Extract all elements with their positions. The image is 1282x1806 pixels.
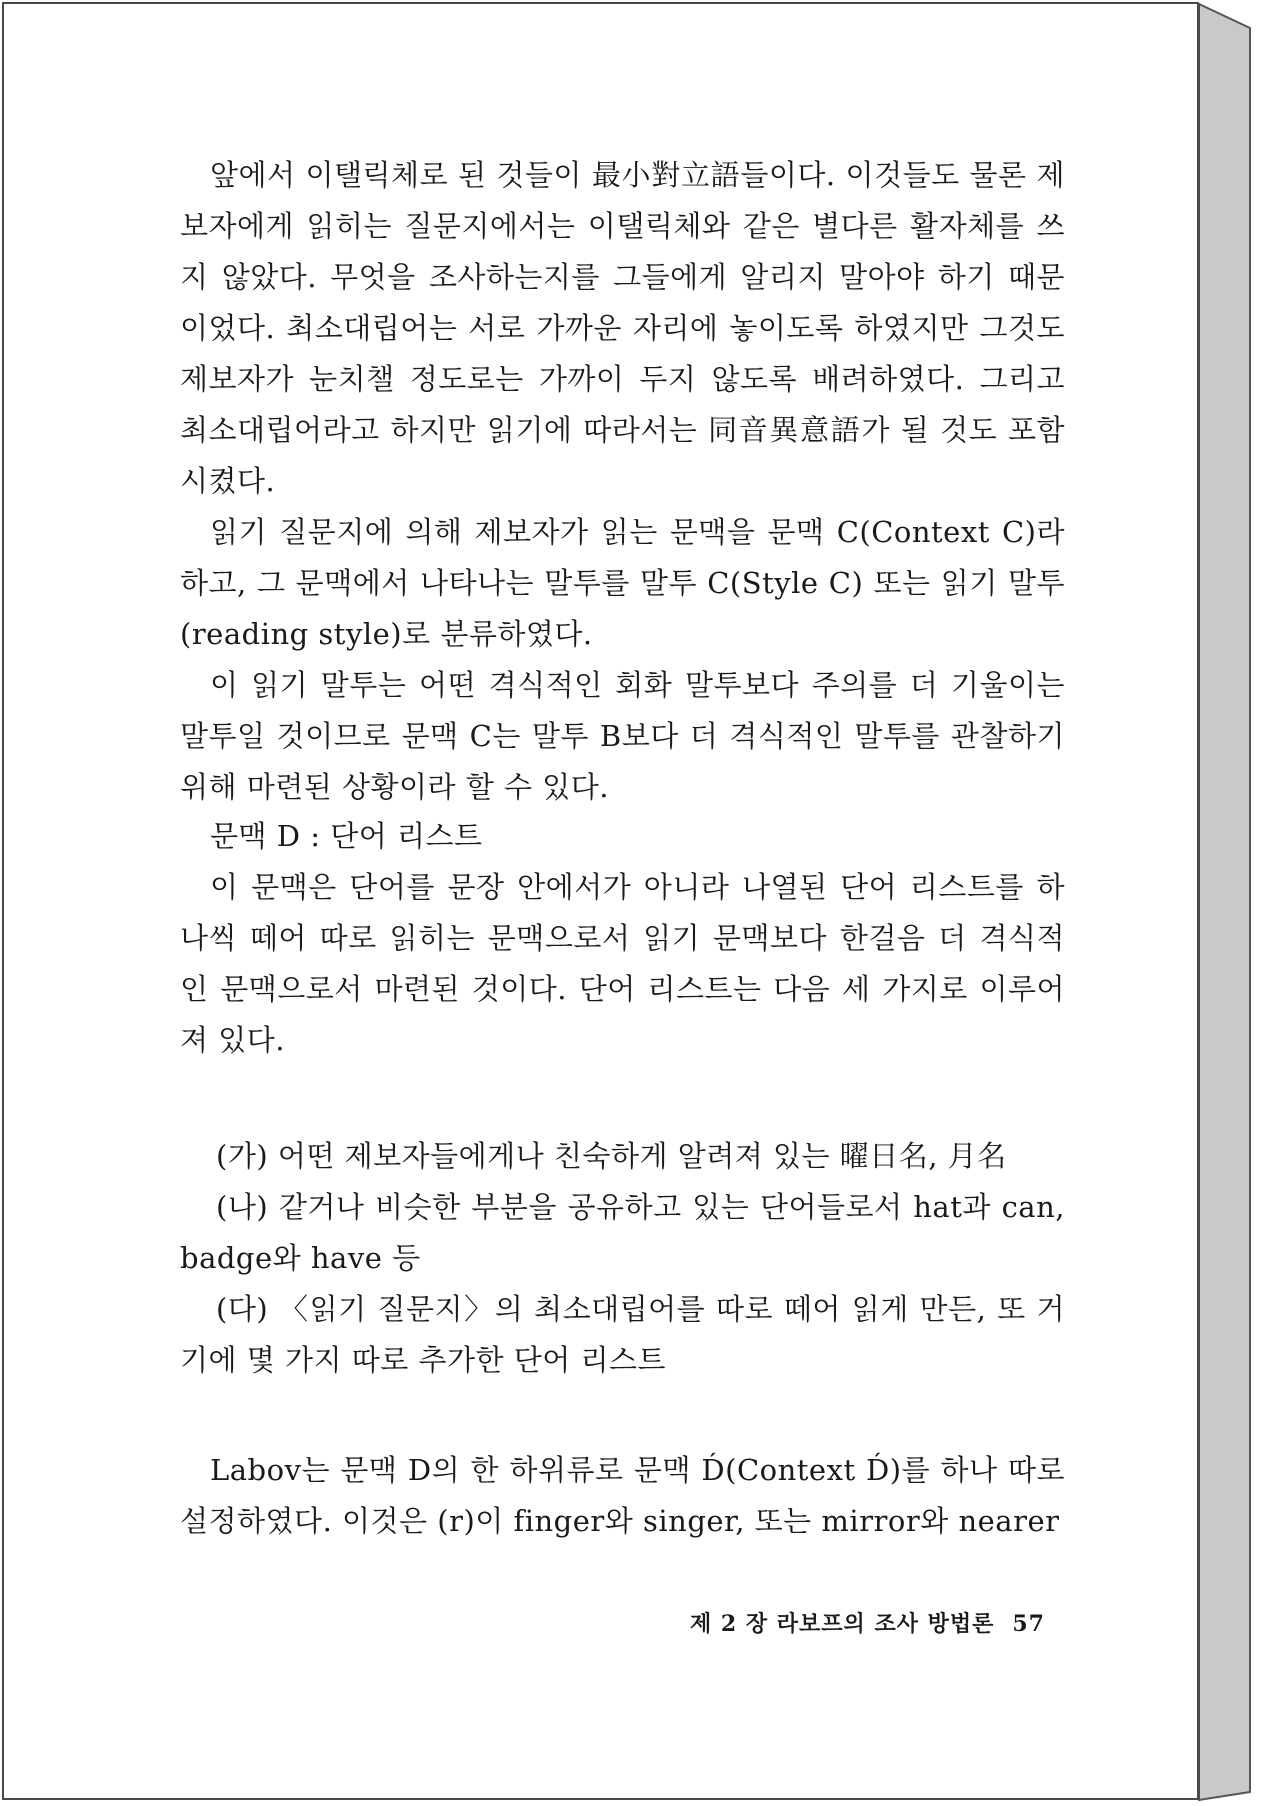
paragraph-context-d-prime: Labov는 문맥 D의 한 하위류로 문맥 D́(Context D́)를 하나 따로 설정하였다. 이것은 (r)이 finger와 singer, 또는 mirror와 nearer — [180, 1453, 1065, 1538]
list-item: (가) 어떤 제보자들에게나 친숙하게 알려져 있는 曜日名, 月名 — [216, 1139, 1007, 1173]
section-heading-context-d: 문맥 D : 단어 리스트 — [210, 819, 483, 853]
paragraph-word-list: 이 문맥은 단어를 문장 안에서가 아니라 나열된 단어 리스트를 하나씩 떼어 따로 읽히는 문맥으로서 읽기 문맥보다 한걸음 더 격식적인 문맥으로서 마련된 것이다. 단어 리스트는 다음 세 가지로 이루어져 있다. — [180, 870, 1065, 1057]
chapter-title: 제 2 장 라보프의 조사 방법론 — [689, 1611, 995, 1637]
paragraph-reading-style: 이 읽기 말투는 어떤 격식적인 회화 말투보다 주의를 더 기울이는 말투일 것이므로 문맥 C는 말투 B보다 더 격식적인 말투를 관찰하기 위해 마련된 상황이라 할 수 있다. — [180, 668, 1065, 804]
word-list-items — [180, 1131, 1065, 1386]
body-text-section-3 — [180, 1445, 1065, 1547]
list-item: (다) 〈읽기 질문지〉의 최소대립어를 따로 떼어 읽게 만든, 또 거기에 몇 가지 따로 추가한 단어 리스트 — [180, 1292, 1065, 1377]
body-text-section-1 — [180, 150, 1065, 813]
paragraph-minimal-pairs: 앞에서 이탤릭체로 된 것들이 最小對立語들이다. 이것들도 물론 제보자에게 읽히는 질문지에서는 이탤릭체와 같은 별다른 활자체를 쓰지 않았다. 무엇을 조사하는지를 그들에게 알리지 말아야 하기 때문이었다. 최소대립어는 서로 가까운 자리에 놓이도록 하였지만 그것도 제보자가 눈치챌 정도로는 가까이 두지 않도록 배려하였다. 그리고 최소대립어라고 하지만 읽기에 따라서는 同音異意語가 될 것도 포함시켰다. — [180, 158, 1065, 498]
running-footer — [660, 1607, 1045, 1638]
list-item: (나) 같거나 비슷한 부분을 공유하고 있는 단어들로서 hat과 can, badge와 have 등 — [180, 1190, 1065, 1275]
page-number: 57 — [1012, 1611, 1045, 1637]
body-text-section-2 — [180, 811, 1065, 1066]
paragraph-context-c: 읽기 질문지에 의해 제보자가 읽는 문맥을 문맥 C(Context C)라 하고, 그 문맥에서 나타나는 말투를 말투 C(Style C) 또는 읽기 말투(reading style)로 분류하였다. — [180, 515, 1065, 651]
